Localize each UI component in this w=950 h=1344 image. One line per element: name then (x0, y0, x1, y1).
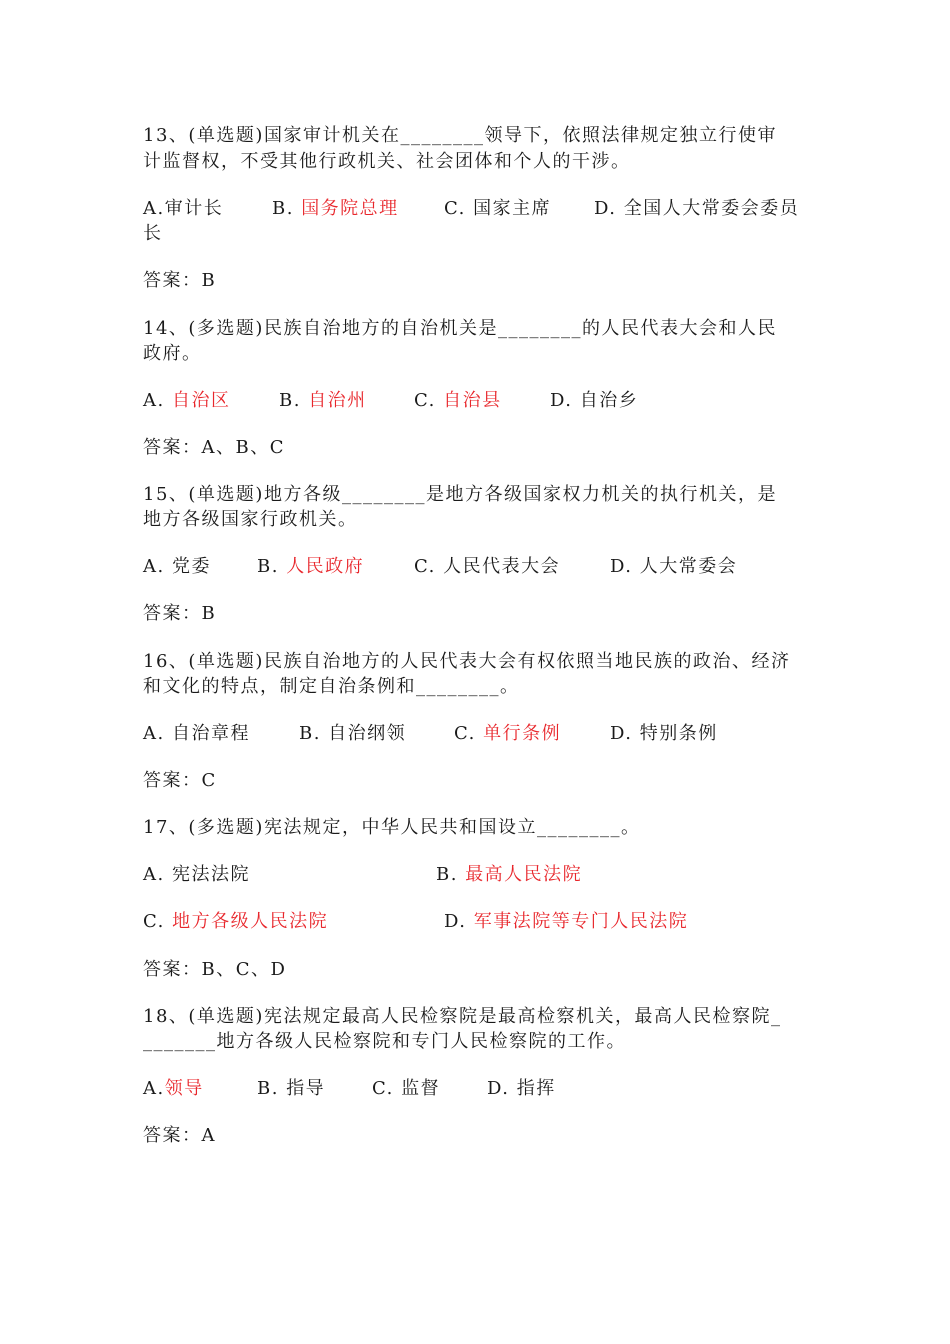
question-14-option-a: A. 自治区 (143, 390, 231, 411)
question-18-answer: 答案：A (143, 1125, 216, 1146)
question-17-option-a: A. 宪法法院 (143, 864, 250, 885)
question-16-option-a: A. 自治章程 (143, 723, 250, 744)
question-18-option-d: D. 指挥 (487, 1078, 556, 1099)
question-13-stem-line-2: 计监督权，不受其他行政机关、社会团体和个人的干涉。 (143, 151, 631, 172)
question-15-option-b: B. 人民政府 (257, 556, 365, 577)
question-15-option-a: A. 党委 (143, 556, 211, 577)
question-13-answer: 答案：B (143, 270, 217, 291)
question-13-option-c: C. 国家主席 (444, 198, 552, 219)
question-15-stem-line-2: 地方各级国家行政机关。 (143, 509, 358, 530)
question-18-option-b: B. 指导 (257, 1078, 326, 1099)
question-18-stem-line-2: _______地方各级人民检察院和专门人民检察院的工作。 (143, 1031, 626, 1052)
question-16-stem-line-2: 和文化的特点，制定自治条例和________。 (143, 676, 520, 697)
question-16-option-d: D. 特别条例 (610, 723, 718, 744)
question-16-stem-line-1: 16、(单选题)民族自治地方的人民代表大会有权依照当地民族的政治、经济 (143, 651, 791, 672)
question-17-answer: 答案：B、C、D (143, 959, 287, 980)
question-13-option-b: B. 国务院总理 (272, 198, 399, 219)
question-17-option-b: B. 最高人民法院 (436, 864, 583, 885)
question-13-option-d: D. 全国人大常委会委员 (594, 198, 800, 219)
question-18-option-a: A.领导 (143, 1078, 204, 1099)
question-14-stem-line-2: 政府。 (143, 343, 202, 364)
question-16-option-c: C. 单行条例 (454, 723, 562, 744)
question-18-option-c: C. 监督 (372, 1078, 441, 1099)
question-15-option-c: C. 人民代表大会 (414, 556, 561, 577)
question-18-stem-line-1: 18、(单选题)宪法规定最高人民检察院是最高检察机关，最高人民检察院_ (143, 1006, 782, 1027)
question-17-stem-line-1: 17、(多选题)宪法规定，中华人民共和国设立________。 (143, 817, 641, 838)
question-16-option-b: B. 自治纲领 (299, 723, 407, 744)
question-17-option-c: C. 地方各级人民法院 (143, 911, 329, 932)
question-14-option-c: C. 自治县 (414, 390, 502, 411)
question-13-option-d-wrap: 长 (143, 223, 163, 244)
question-14-option-b: B. 自治州 (279, 390, 367, 411)
question-16-answer: 答案：C (143, 770, 217, 791)
question-14-answer: 答案：A、B、C (143, 437, 285, 458)
question-13-option-a: A.审计长 (143, 198, 224, 219)
question-15-stem-line-1: 15、(单选题)地方各级________是地方各级国家权力机关的执行机关，是 (143, 484, 777, 505)
question-14-option-d: D. 自治乡 (550, 390, 639, 411)
question-17-option-d: D. 军事法院等专门人民法院 (444, 911, 689, 932)
question-14-stem-line-1: 14、(多选题)民族自治地方的自治机关是________的人民代表大会和人民 (143, 318, 777, 339)
question-15-answer: 答案：B (143, 603, 217, 624)
question-13-stem-line-1: 13、(单选题)国家审计机关在________领导下，依照法律规定独立行使审 (143, 125, 777, 146)
question-15-option-d: D. 人大常委会 (610, 556, 738, 577)
